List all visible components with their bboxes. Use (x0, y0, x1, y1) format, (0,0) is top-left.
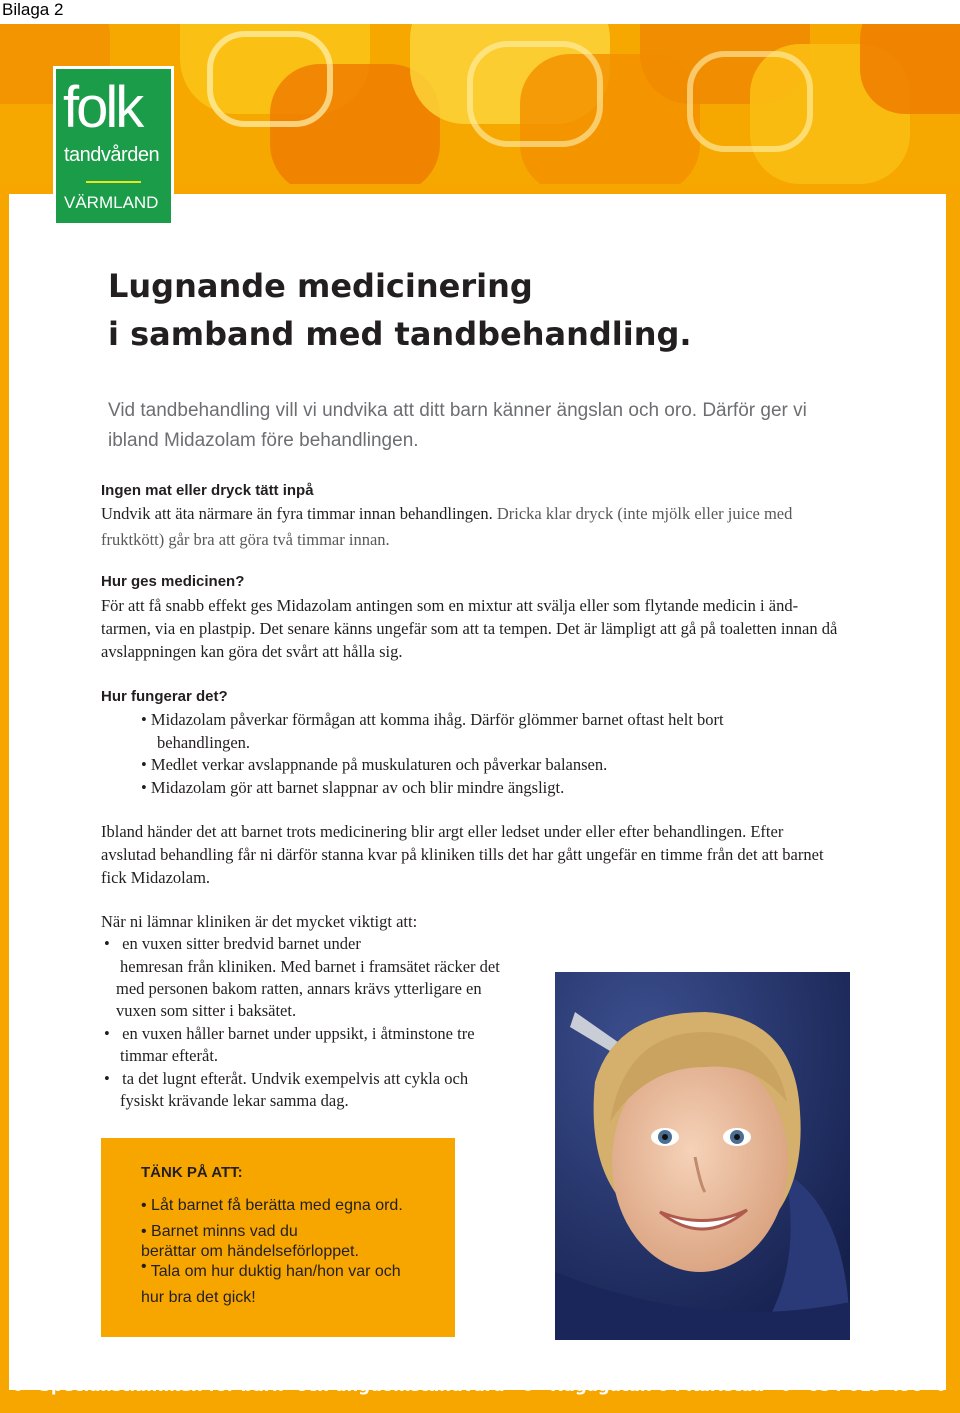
how-given-text: För att få snabb effekt ges Midazolam antingen som en mixtur att svälja eller som flytande medicin i änd-tarmen, via en plastpip. Det senare känns ungefär som att ta tempen. Det är lämpligt att gå på toaletten innan då avslappningen kan göra det svårt att hålla sig. (101, 596, 838, 661)
list-item: behandlingen. (157, 733, 251, 752)
footer-address: Hagagatan 6 i Karlstad (550, 1376, 765, 1395)
footer-phone: 054 619 490 (808, 1376, 923, 1395)
think-box: TÄNK PÅ ATT: • Låt barnet få berätta med egna ord. • Barnet minns vad du berättar om händelseförloppet. • Tala om hur duktig han/hon var och hur bra det gick! (101, 1138, 455, 1337)
sometimes-paragraph: Ibland händer det att barnet trots medicinering blir argt eller ledset under eller efter behandlingen. Efter avslutad behandling får ni därför stanna kvar på kliniken tills det har gått ungefär en timme från det att barnet fick Midazolam. (101, 822, 824, 887)
list-item: • ta det lugnt efteråt. Undvik exempelvis att cykla och (104, 1069, 469, 1088)
list-item: • Midazolam gör att barnet slappnar av och blir mindre ängsligt. (141, 778, 565, 797)
leaving-intro: När ni lämnar kliniken är det mycket viktigt att: (101, 912, 418, 931)
bullet-icon (936, 1381, 946, 1391)
list-item: • en vuxen håller barnet under uppsikt, i åtminstone tre (104, 1024, 475, 1043)
food-text: Undvik att äta närmare än fyra timmar innan behandlingen. Dricka klar dryck (inte mjölk eller juice med fruktkött) går bra att göra två timmar innan. (101, 504, 793, 549)
child-illustration (555, 972, 850, 1340)
page-title: Lugnande medicinering i samband med tandbehandling. (108, 267, 692, 353)
list-item: • en vuxen sitter bredvid barnet under (104, 934, 361, 953)
footer-clinic: Specialistkliniken för barn- och ungdomstandvård (39, 1376, 505, 1395)
heading-food: Ingen mat eller dryck tätt inpå (101, 482, 314, 499)
list-item: • Midazolam påverkar förmågan att komma ihåg. Därför glömmer barnet oftast helt bort (141, 710, 724, 729)
footer-bar (0, 1372, 960, 1400)
bullet-icon (781, 1381, 791, 1391)
child-photo (555, 972, 850, 1340)
folktandvarden-logo: folk tandvården VÄRMLAND (53, 66, 174, 226)
list-item: • Medlet verkar avslappnande på muskulaturen och påverkar balansen. (141, 755, 608, 774)
bullet-icon (13, 1381, 23, 1391)
heading-how-works: Hur fungerar det? (101, 688, 228, 705)
heading-how-given: Hur ges medicinen? (101, 573, 245, 590)
intro-paragraph: Vid tandbehandling vill vi undvika att ditt barn känner ängslan och oro. Därför ger vi ibland Midazolam före behandlingen. (108, 400, 807, 451)
bullet-icon (523, 1381, 533, 1391)
attachment-label: Bilaga 2 (2, 0, 64, 19)
